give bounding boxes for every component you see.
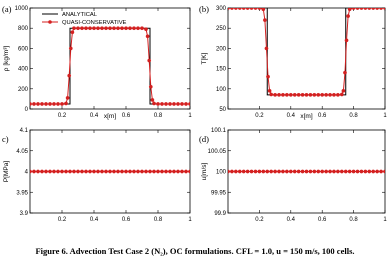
data-point-quasi-conservative: [96, 27, 99, 30]
panel-label: (a): [2, 4, 12, 14]
data-point-quasi-conservative: [342, 89, 345, 92]
data-point-quasi-conservative: [309, 93, 312, 96]
data-point-quasi-conservative: [48, 102, 51, 105]
data-point-quasi-conservative: [168, 102, 171, 105]
data-point-quasi-conservative: [273, 93, 276, 96]
data-point-quasi-conservative: [293, 170, 296, 173]
data-point-quasi-conservative: [348, 170, 351, 173]
data-point-quasi-conservative: [88, 27, 91, 30]
data-point-quasi-conservative: [234, 6, 237, 9]
x-tick-label: 0.4: [286, 113, 295, 119]
data-point-quasi-conservative: [164, 102, 167, 105]
data-point-quasi-conservative: [28, 102, 31, 105]
data-point-quasi-conservative: [64, 102, 67, 105]
data-point-quasi-conservative: [44, 170, 47, 173]
x-tick-label: 0.4: [89, 113, 99, 119]
data-point-quasi-conservative: [246, 6, 249, 9]
panel-label: (b): [199, 4, 209, 14]
data-point-quasi-conservative: [172, 170, 175, 173]
data-point-quasi-conservative: [136, 27, 139, 30]
y-tick-label: 100: [215, 169, 226, 176]
data-point-quasi-conservative: [56, 170, 59, 173]
data-point-quasi-conservative: [368, 170, 371, 173]
data-point-quasi-conservative: [281, 170, 284, 173]
data-point-quasi-conservative: [234, 170, 237, 173]
data-point-quasi-conservative: [258, 6, 261, 9]
data-point-quasi-conservative: [340, 93, 343, 96]
data-point-quasi-conservative: [92, 170, 95, 173]
panel-b: [199, 4, 387, 120]
data-point-quasi-conservative: [176, 170, 179, 173]
data-point-quasi-conservative: [356, 6, 359, 9]
data-point-quasi-conservative: [265, 47, 268, 50]
data-point-quasi-conservative: [136, 170, 139, 173]
x-tick-label: 0.8: [153, 113, 163, 119]
data-point-quasi-conservative: [317, 170, 320, 173]
data-point-quasi-conservative: [242, 6, 245, 9]
data-point-quasi-conservative: [266, 170, 269, 173]
data-point-quasi-conservative: [120, 27, 123, 30]
y-tick-label: 400: [17, 66, 28, 73]
data-point-quasi-conservative: [360, 6, 363, 9]
data-point-quasi-conservative: [340, 170, 343, 173]
figure-caption: Figure 6. Advection Test Case 2 (N₂), OC formulations. CFL = 1.0, u = 150 m/s, 100 cells.: [35, 246, 355, 256]
series-quasi-conservative: [228, 8, 385, 95]
data-point-quasi-conservative: [180, 170, 183, 173]
data-point-quasi-conservative: [364, 6, 367, 9]
data-point-quasi-conservative: [164, 170, 167, 173]
panel-d: [199, 128, 387, 223]
x-tick-label: 1: [188, 217, 192, 223]
data-point-quasi-conservative: [69, 47, 72, 50]
data-point-quasi-conservative: [148, 170, 151, 173]
data-point-quasi-conservative: [72, 170, 75, 173]
data-point-quasi-conservative: [40, 170, 43, 173]
x-tick-label: 0.4: [286, 217, 295, 223]
data-point-quasi-conservative: [71, 31, 74, 34]
data-point-quasi-conservative: [301, 170, 304, 173]
data-point-quasi-conservative: [151, 98, 154, 101]
data-point-quasi-conservative: [293, 93, 296, 96]
data-point-quasi-conservative: [96, 170, 99, 173]
y-axis-label: P[MPa]: [3, 160, 10, 183]
data-point-quasi-conservative: [152, 170, 155, 173]
data-point-quasi-conservative: [324, 170, 327, 173]
data-point-quasi-conservative: [364, 170, 367, 173]
panel-c: [2, 128, 192, 223]
data-point-quasi-conservative: [124, 27, 127, 30]
y-tick-label: 300: [215, 6, 226, 12]
x-tick-label: 1: [383, 217, 387, 223]
y-tick-label: 250: [215, 26, 226, 33]
x-tick-label: 0.2: [57, 217, 67, 223]
data-point-quasi-conservative: [226, 170, 229, 173]
data-point-quasi-conservative: [149, 85, 152, 88]
y-tick-label: 3.9: [19, 211, 28, 217]
data-point-quasi-conservative: [140, 27, 143, 30]
series-quasi-conservative: [30, 28, 190, 104]
series-analytical: [30, 28, 190, 104]
y-tick-label: 600: [17, 46, 28, 53]
data-point-quasi-conservative: [40, 102, 43, 105]
x-tick-label: 0.2: [255, 217, 264, 223]
data-point-quasi-conservative: [372, 6, 375, 9]
data-point-quasi-conservative: [375, 6, 378, 9]
series-analytical: [228, 8, 385, 95]
data-point-quasi-conservative: [188, 170, 191, 173]
data-point-quasi-conservative: [317, 93, 320, 96]
y-tick-label: 99.9: [214, 211, 226, 217]
x-tick-label: 0.4: [89, 217, 99, 223]
panel-label: (d): [199, 134, 209, 144]
x-tick-label: 0.6: [121, 113, 131, 119]
data-point-quasi-conservative: [36, 170, 39, 173]
data-point-quasi-conservative: [68, 170, 71, 173]
data-point-quasi-conservative: [328, 170, 331, 173]
data-point-quasi-conservative: [52, 102, 55, 105]
y-tick-label: 4.1: [19, 128, 28, 134]
data-point-quasi-conservative: [281, 93, 284, 96]
series-group: [28, 170, 191, 173]
data-point-quasi-conservative: [346, 14, 349, 17]
data-point-quasi-conservative: [116, 27, 119, 30]
data-point-quasi-conservative: [124, 170, 127, 173]
series-group: [226, 170, 386, 173]
data-point-quasi-conservative: [132, 170, 135, 173]
data-point-quasi-conservative: [258, 170, 261, 173]
data-point-quasi-conservative: [266, 75, 269, 78]
data-point-quasi-conservative: [321, 170, 324, 173]
data-point-quasi-conservative: [148, 59, 151, 62]
data-point-quasi-conservative: [104, 27, 107, 30]
data-point-quasi-conservative: [128, 27, 131, 30]
data-point-quasi-conservative: [285, 170, 288, 173]
x-axis-label: x[m]: [300, 113, 313, 120]
data-point-quasi-conservative: [64, 170, 67, 173]
data-point-quasi-conservative: [32, 170, 35, 173]
y-tick-label: 200: [17, 86, 28, 93]
data-point-quasi-conservative: [112, 27, 115, 30]
data-point-quasi-conservative: [180, 102, 183, 105]
data-point-quasi-conservative: [360, 170, 363, 173]
data-point-quasi-conservative: [128, 170, 131, 173]
data-point-quasi-conservative: [328, 93, 331, 96]
data-point-quasi-conservative: [273, 170, 276, 173]
data-point-quasi-conservative: [250, 170, 253, 173]
data-point-quasi-conservative: [336, 93, 339, 96]
y-tick-label: 100.1: [210, 128, 226, 134]
data-point-quasi-conservative: [313, 170, 316, 173]
y-tick-label: 99.95: [210, 190, 226, 197]
data-point-quasi-conservative: [108, 27, 111, 30]
y-tick-label: 100: [215, 86, 226, 93]
data-point-quasi-conservative: [146, 35, 149, 38]
y-tick-label: 4.05: [16, 148, 28, 155]
y-tick-label: 4: [24, 169, 28, 176]
y-axis-label: ρ [kg/m³]: [3, 45, 10, 72]
data-point-quasi-conservative: [254, 170, 257, 173]
data-point-quasi-conservative: [277, 93, 280, 96]
data-point-quasi-conservative: [80, 170, 83, 173]
data-point-quasi-conservative: [262, 8, 265, 11]
y-tick-label: 0: [24, 107, 28, 113]
data-point-quasi-conservative: [226, 6, 229, 9]
data-point-quasi-conservative: [263, 18, 266, 21]
data-point-quasi-conservative: [277, 170, 280, 173]
x-tick-label: 1: [383, 113, 387, 119]
data-point-quasi-conservative: [72, 27, 75, 30]
data-point-quasi-conservative: [60, 102, 63, 105]
data-point-quasi-conservative: [28, 170, 31, 173]
y-tick-label: 3.95: [16, 190, 28, 197]
data-point-quasi-conservative: [92, 27, 95, 30]
data-point-quasi-conservative: [343, 71, 346, 74]
data-point-quasi-conservative: [289, 93, 292, 96]
panel-a: [2, 4, 192, 120]
data-point-quasi-conservative: [324, 93, 327, 96]
legend-marker-quasi-conservative: [48, 20, 52, 24]
data-point-quasi-conservative: [68, 74, 71, 77]
data-point-quasi-conservative: [268, 89, 271, 92]
data-point-quasi-conservative: [297, 170, 300, 173]
data-point-quasi-conservative: [156, 170, 159, 173]
x-tick-label: 0.6: [318, 217, 327, 223]
x-tick-label: 0.2: [57, 113, 67, 119]
data-point-quasi-conservative: [116, 170, 119, 173]
x-axis-label: x[m]: [103, 113, 117, 120]
data-point-quasi-conservative: [32, 102, 35, 105]
data-point-quasi-conservative: [66, 96, 69, 99]
data-point-quasi-conservative: [100, 170, 103, 173]
data-point-quasi-conservative: [336, 170, 339, 173]
data-point-quasi-conservative: [352, 170, 355, 173]
data-point-quasi-conservative: [379, 170, 382, 173]
data-point-quasi-conservative: [168, 170, 171, 173]
data-point-quasi-conservative: [254, 6, 257, 9]
data-point-quasi-conservative: [104, 170, 107, 173]
data-point-quasi-conservative: [372, 170, 375, 173]
data-point-quasi-conservative: [379, 6, 382, 9]
data-point-quasi-conservative: [285, 93, 288, 96]
data-point-quasi-conservative: [238, 170, 241, 173]
y-tick-label: 200: [215, 46, 226, 53]
x-tick-label: 0.2: [255, 113, 264, 119]
y-tick-label: 100.05: [207, 148, 226, 155]
data-point-quasi-conservative: [132, 27, 135, 30]
y-tick-label: 50: [219, 107, 226, 113]
panel-label: c): [2, 134, 9, 144]
x-tick-label: 0.8: [349, 217, 358, 223]
legend-label-quasi-conservative: QUASI-CONSERVATIVE: [62, 20, 127, 26]
data-point-quasi-conservative: [140, 170, 143, 173]
data-point-quasi-conservative: [250, 6, 253, 9]
data-point-quasi-conservative: [332, 93, 335, 96]
data-point-quasi-conservative: [172, 102, 175, 105]
data-point-quasi-conservative: [88, 170, 91, 173]
data-point-quasi-conservative: [160, 170, 163, 173]
data-point-quasi-conservative: [313, 93, 316, 96]
data-point-quasi-conservative: [375, 170, 378, 173]
data-point-quasi-conservative: [262, 170, 265, 173]
y-axis-label: T[K]: [201, 52, 208, 65]
data-point-quasi-conservative: [52, 170, 55, 173]
data-point-quasi-conservative: [356, 170, 359, 173]
data-point-quasi-conservative: [112, 170, 115, 173]
data-point-quasi-conservative: [352, 6, 355, 9]
data-point-quasi-conservative: [309, 170, 312, 173]
x-tick-label: 0.8: [349, 113, 358, 119]
series-group: [28, 27, 191, 106]
x-tick-label: 0.6: [121, 217, 131, 223]
data-point-quasi-conservative: [348, 8, 351, 11]
data-point-quasi-conservative: [144, 170, 147, 173]
data-point-quasi-conservative: [269, 170, 272, 173]
data-point-quasi-conservative: [76, 27, 79, 30]
y-tick-label: 1000: [14, 6, 28, 12]
data-point-quasi-conservative: [176, 102, 179, 105]
legend-label-analytical: ANALYTICAL: [62, 12, 98, 18]
data-point-quasi-conservative: [108, 170, 111, 173]
data-point-quasi-conservative: [383, 6, 386, 9]
data-point-quasi-conservative: [36, 102, 39, 105]
data-point-quasi-conservative: [368, 6, 371, 9]
data-point-quasi-conservative: [60, 170, 63, 173]
x-tick-label: 0.8: [153, 217, 163, 223]
data-point-quasi-conservative: [289, 170, 292, 173]
data-point-quasi-conservative: [269, 93, 272, 96]
data-point-quasi-conservative: [76, 170, 79, 173]
data-point-quasi-conservative: [160, 102, 163, 105]
data-point-quasi-conservative: [297, 93, 300, 96]
data-point-quasi-conservative: [184, 170, 187, 173]
data-point-quasi-conservative: [120, 170, 123, 173]
data-point-quasi-conservative: [152, 102, 155, 105]
data-point-quasi-conservative: [332, 170, 335, 173]
data-point-quasi-conservative: [56, 102, 59, 105]
data-point-quasi-conservative: [84, 170, 87, 173]
data-point-quasi-conservative: [188, 102, 191, 105]
y-tick-label: 150: [215, 66, 226, 73]
data-point-quasi-conservative: [230, 170, 233, 173]
data-point-quasi-conservative: [305, 170, 308, 173]
data-point-quasi-conservative: [383, 170, 386, 173]
data-point-quasi-conservative: [238, 6, 241, 9]
data-point-quasi-conservative: [344, 170, 347, 173]
data-point-quasi-conservative: [230, 6, 233, 9]
data-point-quasi-conservative: [242, 170, 245, 173]
data-point-quasi-conservative: [144, 28, 147, 31]
series-group: [226, 6, 386, 96]
data-point-quasi-conservative: [84, 27, 87, 30]
data-point-quasi-conservative: [301, 93, 304, 96]
data-point-quasi-conservative: [100, 27, 103, 30]
y-tick-label: 800: [17, 26, 28, 33]
x-tick-label: 0.6: [318, 113, 327, 119]
data-point-quasi-conservative: [80, 27, 83, 30]
y-axis-label: u[m/s]: [201, 162, 208, 181]
data-point-quasi-conservative: [48, 170, 51, 173]
data-point-quasi-conservative: [156, 102, 159, 105]
data-point-quasi-conservative: [321, 93, 324, 96]
data-point-quasi-conservative: [305, 93, 308, 96]
data-point-quasi-conservative: [184, 102, 187, 105]
data-point-quasi-conservative: [44, 102, 47, 105]
data-point-quasi-conservative: [345, 39, 348, 42]
x-tick-label: 1: [188, 113, 192, 119]
data-point-quasi-conservative: [246, 170, 249, 173]
